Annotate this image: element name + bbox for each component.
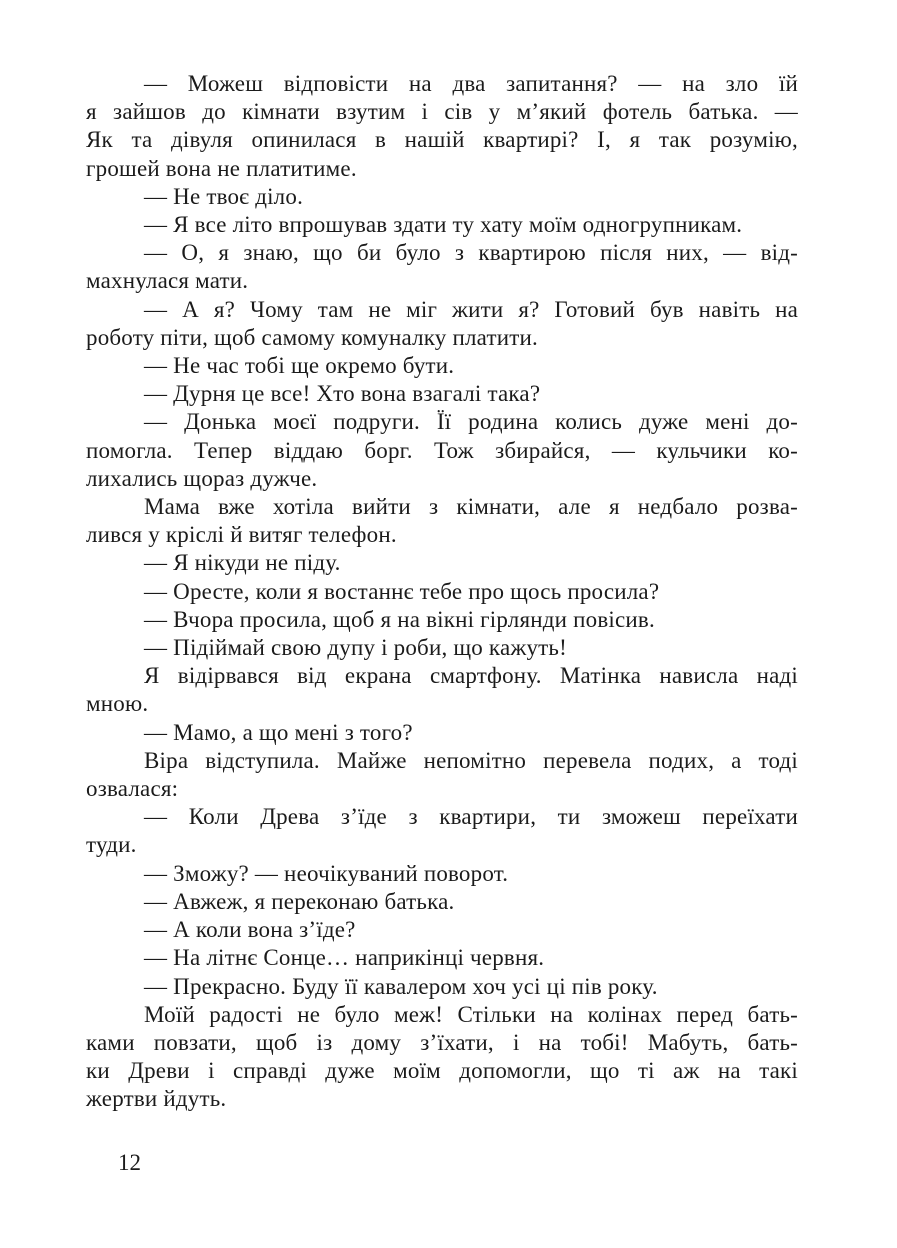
text-line: озвалася: bbox=[86, 776, 179, 802]
paragraph bbox=[86, 239, 798, 295]
paragraph bbox=[86, 606, 798, 634]
text-line: Я відірвався від екрана смартфону. Матінка нависла наді bbox=[144, 663, 798, 689]
paragraph bbox=[86, 719, 798, 747]
text-line: — Прекрасно. Буду її кавалером хоч усі ці пів року. bbox=[144, 973, 658, 999]
text-line: — Мамо, а що мені з того? bbox=[144, 719, 413, 745]
text-line: — Коли Древа з’їде з квартири, ти зможеш переїхати bbox=[144, 804, 798, 830]
paragraph bbox=[86, 1001, 798, 1114]
text-line: — О, я знаю, що би було з квартирою після них, — від- bbox=[144, 240, 798, 266]
text-block bbox=[86, 70, 798, 1114]
text-line: жертви йдуть. bbox=[86, 1086, 227, 1112]
text-line: — Я все літо впрошував здати ту хату моїм одногрупникам. bbox=[144, 212, 743, 238]
paragraph bbox=[86, 916, 798, 944]
text-line: ками повзати, щоб із дому з’їхати, і на тобі! Мабуть, бать- bbox=[86, 1029, 798, 1055]
text-line: махнулася мати. bbox=[86, 268, 249, 294]
paragraph bbox=[86, 352, 798, 380]
paragraph bbox=[86, 549, 798, 577]
text-line: помогла. Тепер віддаю борг. Тож збирайся, — кульчики ко- bbox=[86, 437, 798, 463]
text-line: — Донька моєї подруги. Її родина колись дуже мені до- bbox=[144, 409, 798, 435]
text-line: туди. bbox=[86, 832, 137, 858]
text-line: — Можеш відповісти на два запитання? — на зло їй bbox=[144, 71, 798, 96]
text-line: — Зможу? — неочікуваний поворот. bbox=[144, 860, 509, 886]
page-number: 12 bbox=[118, 1150, 141, 1175]
paragraph bbox=[86, 380, 798, 408]
paragraph bbox=[86, 296, 798, 352]
paragraph bbox=[86, 578, 798, 606]
text-line: ки Древи і справді дуже моїм допомогли, що ті аж на такі bbox=[86, 1058, 798, 1084]
text-line: лихались щораз дужче. bbox=[86, 465, 318, 491]
paragraph bbox=[86, 183, 798, 211]
text-line: — Не твоє діло. bbox=[144, 183, 304, 209]
paragraph bbox=[86, 634, 798, 662]
paragraph bbox=[86, 803, 798, 859]
text-line: — Я нікуди не піду. bbox=[144, 550, 341, 576]
text-line: — Не час тобі ще окремо бути. bbox=[144, 353, 455, 379]
text-line: — Підіймай свою дупу і роби, що кажуть! bbox=[144, 635, 567, 661]
text-line: — Оресте, коли я востаннє тебе про щось просила? bbox=[144, 578, 660, 604]
text-line: — А я? Чому там не міг жити я? Готовий був навіть на bbox=[144, 296, 798, 322]
text-line: грошей вона не платитиме. bbox=[86, 155, 357, 181]
text-line: Віра відступила. Майже непомітно перевела подих, а тоді bbox=[144, 747, 798, 773]
paragraph bbox=[86, 973, 798, 1001]
text-line: — Вчора просила, щоб я на вікні гірлянди повісив. bbox=[144, 606, 655, 632]
text-line: — На літнє Сонце… наприкінці червня. bbox=[144, 945, 545, 971]
text-line: — Авжеж, я переконаю батька. bbox=[144, 888, 455, 914]
paragraph bbox=[86, 211, 798, 239]
text-line: Як та дівуля опинилася в нашій квартирі? І, я так розумію, bbox=[86, 127, 798, 153]
text-line: Мама вже хотіла вийти з кімнати, але я недбало розва- bbox=[144, 494, 798, 520]
paragraph bbox=[86, 860, 798, 888]
text-line: мною. bbox=[86, 691, 149, 717]
text-line: Моїй радості не було меж! Стільки на колінах перед бать- bbox=[144, 1001, 798, 1027]
paragraph bbox=[86, 70, 798, 183]
paragraph bbox=[86, 493, 798, 549]
text-line: — А коли вона з’їде? bbox=[144, 917, 356, 943]
paragraph bbox=[86, 747, 798, 803]
paragraph bbox=[86, 944, 798, 972]
text-line: — Дурня це все! Хто вона взагалі така? bbox=[144, 381, 541, 407]
paragraph bbox=[86, 888, 798, 916]
text-line: я зайшов до кімнати взутим і сів у м’який фотель батька. — bbox=[86, 99, 798, 125]
text-line: лився у кріслі й витяг телефон. bbox=[86, 522, 397, 548]
paragraph bbox=[86, 408, 798, 493]
paragraph bbox=[86, 662, 798, 718]
text-line: роботу піти, щоб самому комуналку платити. bbox=[86, 324, 538, 350]
